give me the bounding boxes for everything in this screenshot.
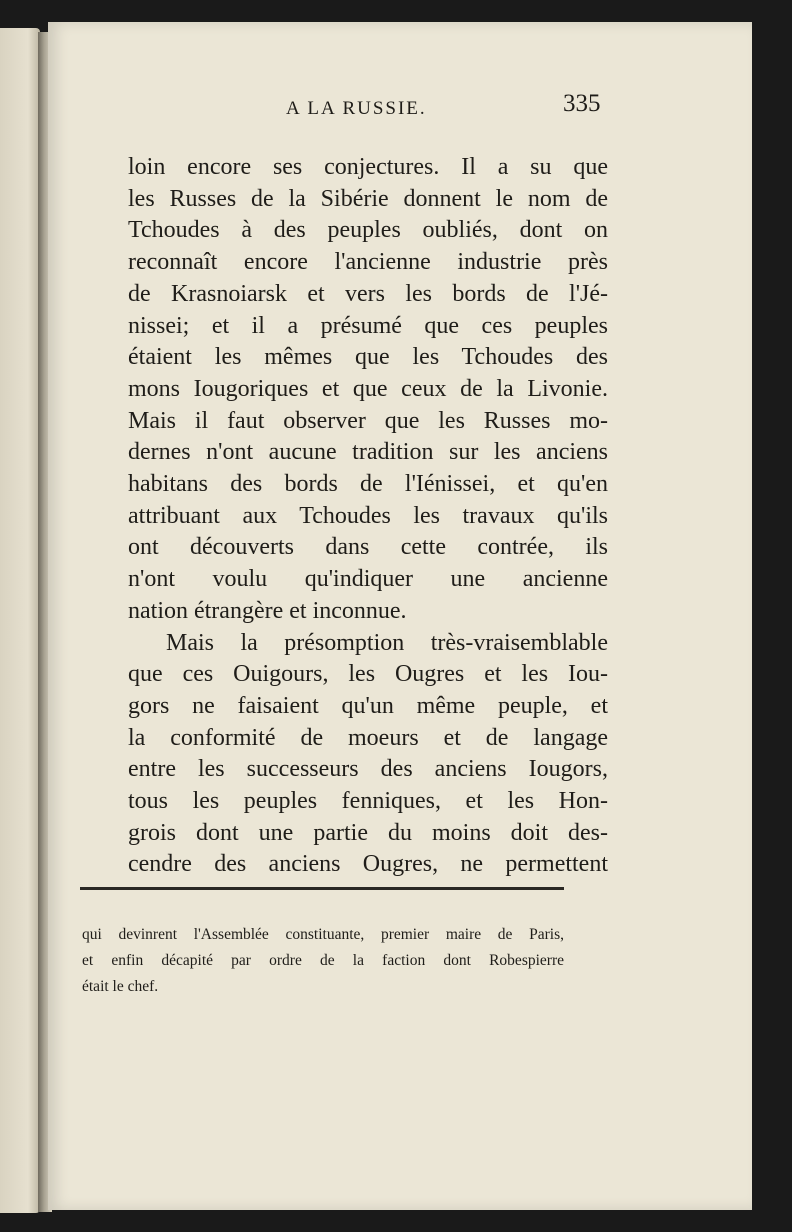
paragraph-end-line: nation étrangère et inconnue.	[128, 597, 407, 624]
body-text	[128, 152, 608, 881]
running-title: A LA RUSSIE.	[286, 98, 427, 119]
text-line: ont découverts dans cette contrée, ils	[128, 534, 608, 561]
page-number: 335	[563, 90, 601, 117]
text-line: dernes n'ont aucune tradition sur les anciens	[128, 439, 608, 466]
text-line: nissei; et il a présumé que ces peuples	[128, 312, 608, 339]
text-line: attribuant aux Tchoudes les travaux qu'ils	[128, 502, 608, 529]
footnote	[82, 922, 564, 1000]
book-page	[48, 22, 752, 1210]
text-line: grois dont une partie du moins doit des-	[128, 819, 608, 846]
text-line: cendre des anciens Ougres, ne permettent	[128, 851, 608, 878]
text-line: loin encore ses conjectures. Il a su que	[128, 154, 608, 180]
text-line: de Krasnoiarsk et vers les bords de l'Jé-	[128, 280, 608, 307]
text-line: la conformité de moeurs et de langage	[128, 724, 608, 751]
text-line: Tchoudes à des peuples oubliés, dont on	[128, 217, 608, 244]
text-line: reconnaît encore l'ancienne industrie près	[128, 249, 608, 276]
footnote-line: et enfin décapité par ordre de la faction dont Robespierre	[82, 952, 564, 969]
text-line: Mais il faut observer que les Russes mo-	[128, 407, 608, 434]
footnote-line: qui devinrent l'Assemblée constituante, premier maire de Paris,	[82, 926, 564, 943]
text-line: mons Iougoriques et que ceux de la Livonie.	[128, 375, 608, 402]
text-line: habitans des bords de l'Iénissei, et qu'en	[128, 471, 608, 498]
footnote-line: était le chef.	[82, 978, 159, 995]
text-line: tous les peuples fenniques, et les Hon-	[128, 788, 608, 815]
text-line: que ces Ouigours, les Ougres et les Iou-	[128, 661, 608, 688]
text-line: entre les successeurs des anciens Iougors,	[128, 756, 608, 783]
paragraph-start-line: Mais la présomption très-vraisemblable	[166, 629, 608, 656]
text-line: les Russes de la Sibérie donnent le nom de	[128, 185, 608, 212]
text-line: gors ne faisaient qu'un même peuple, et	[128, 692, 608, 719]
text-line: étaient les mêmes que les Tchoudes des	[128, 344, 608, 371]
facing-page-edge	[0, 28, 40, 1213]
running-head	[48, 88, 752, 124]
footnote-rule	[80, 887, 564, 890]
text-line: n'ont voulu qu'indiquer une ancienne	[128, 566, 608, 593]
